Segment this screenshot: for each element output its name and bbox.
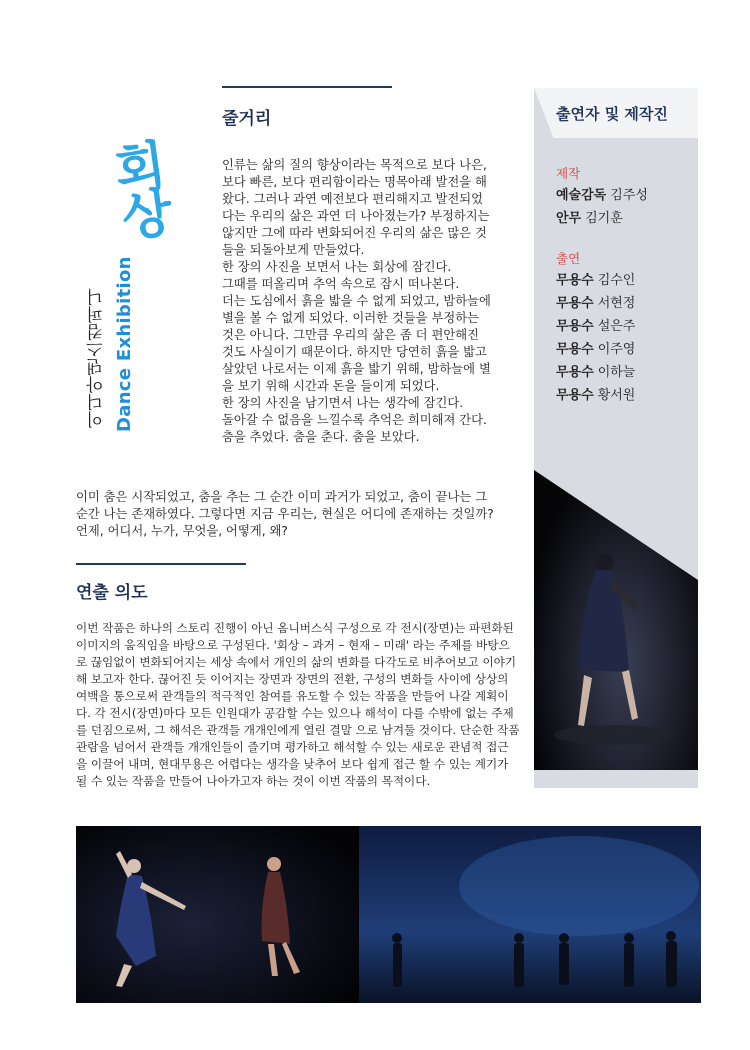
credit-row xyxy=(556,361,635,380)
credit-name: 김수인 xyxy=(597,273,636,288)
synopsis-line: 이미 춤은 시작되었고, 춤을 추는 그 순간 이미 과거가 되었고, 춤이 끝나는 그 xyxy=(76,490,488,504)
credit-role: 무용수 xyxy=(556,296,594,311)
credit-row xyxy=(556,269,635,288)
direction-line: 이번 작품은 하나의 스토리 진행이 아닌 옴니버스식 구성으로 각 전시(장면)는 파편화된 xyxy=(76,621,514,635)
synopsis-line: 들을 되돌아보게 만들었다. xyxy=(222,243,365,257)
performance-photo-dancer xyxy=(534,420,698,770)
synopsis-line: 별을 볼 수 없게 되었다. 이러한 것들을 부정하는 xyxy=(222,311,479,325)
synopsis-line: 그때를 떠올리며 추억 속으로 잠시 떠나본다. xyxy=(222,277,460,291)
credit-role: 안무 xyxy=(556,211,582,226)
credit-role: 무용수 xyxy=(556,388,594,403)
synopsis-tail-text xyxy=(76,489,512,540)
cast-label: 출연 xyxy=(556,251,581,266)
credit-name: 이주영 xyxy=(597,342,636,357)
synopsis-line: 것도 사실이기 때문이다. 하지만 당연히 흙을 밟고 xyxy=(222,345,487,359)
direction-line: 다. 각 전시(장면)마다 모든 인원대가 공감할 수는 있으나 해석이 다를 수밖에 없는 주제 xyxy=(76,706,514,720)
credit-role: 무용수 xyxy=(556,319,594,334)
synopsis-heading: 줄거리 xyxy=(222,109,272,129)
direction-text xyxy=(76,620,520,790)
credit-row xyxy=(556,315,635,334)
direction-heading: 연출 의도 xyxy=(76,583,148,603)
performance-photo-ensemble xyxy=(359,826,701,1003)
direction-line: 로 끊임없이 변화되어지는 세상 속에서 개인의 삶의 변화를 다각도로 비추어보고 이야기 xyxy=(76,655,517,669)
direction-line: 여백을 통으로써 관객들의 적극적인 참여를 유도할 수 있는 작품을 만들어 나갈 계획이 xyxy=(76,689,509,703)
synopsis-line: 한 장의 사진을 보면서 나는 회상에 잠긴다. xyxy=(222,260,452,274)
exhibition-label: Dance Exhibition xyxy=(114,256,135,432)
synopsis-line: 한 장의 사진을 남기면서 나는 생각에 잠긴다. xyxy=(222,396,464,410)
synopsis-line: 순간 나는 존재하였다. 그렇다면 지금 우리는, 현실은 어디에 존재하는 것일까? xyxy=(76,507,494,521)
credit-name: 김기훈 xyxy=(585,211,623,226)
company-name: 이디아댄스컴퍼니 xyxy=(87,288,107,428)
synopsis-line: 왔다. 그러나 과연 예전보다 편리해지고 발전되었 xyxy=(222,192,484,206)
direction-line: 될 수 있는 작품을 만들어 나아가고자 하는 것이 이번 작품의 목적이다. xyxy=(76,774,431,788)
synopsis-line: 보다 빠른, 보다 편리함이라는 명목아래 발전을 해 xyxy=(222,175,487,189)
synopsis-line: 않지만 그에 따라 변화되어진 우리의 삶은 많은 것 xyxy=(222,226,487,240)
synopsis-line: 언제, 어디서, 누가, 무엇을, 어떻게, 왜? xyxy=(76,524,288,538)
direction-line: 를 던짐으로써, 그 해석은 관객들 개개인에게 열린 결말 으로 남겨둘 것이다. 단순한 작품 xyxy=(76,723,520,737)
calligraphy-title: 회상 xyxy=(101,136,175,240)
synopsis-line: 돌아갈 수 없음을 느낄수록 추억은 희미해져 간다. xyxy=(222,413,487,427)
credit-name: 김주성 xyxy=(610,188,648,203)
credit-role: 무용수 xyxy=(556,365,594,380)
credit-name: 이하늘 xyxy=(597,365,636,380)
credit-row xyxy=(556,338,635,357)
credit-row xyxy=(556,184,648,203)
credit-name: 설은주 xyxy=(597,319,636,334)
production-label: 제작 xyxy=(556,166,581,181)
performance-photo-duet xyxy=(76,826,359,1003)
direction-line: 을 이끌어 내며, 현대무용은 어렵다는 생각을 낮추어 보다 쉽게 접근 할 수 있는 계기가 xyxy=(76,757,509,771)
credit-role: 무용수 xyxy=(556,342,594,357)
synopsis-text xyxy=(222,157,507,446)
credit-role: 무용수 xyxy=(556,273,594,288)
synopsis-line: 살았던 나로서는 이제 흙을 밟기 위해, 밤하늘에 별 xyxy=(222,362,491,376)
synopsis-line: 춤을 추었다. 춤을 춘다. 춤을 보았다. xyxy=(222,430,420,444)
credit-name: 황서원 xyxy=(597,388,636,403)
synopsis-line: 인류는 삶의 질의 향상이라는 목적으로 보다 나은, xyxy=(222,158,487,172)
direction-line: 해 보고자 한다. 끊어진 듯 이어지는 장면과 장면의 전환, 구성의 변화들 사이에 상상의 xyxy=(76,672,509,686)
synopsis-line: 을 보기 위해 시간과 돈을 들이게 되었다. xyxy=(222,379,440,393)
direction-line: 관람을 넘어서 관객들 개개인들이 즐기며 평가하고 해석할 수 있는 새로운 관념적 접근 xyxy=(76,740,509,754)
synopsis-rule xyxy=(222,86,392,88)
credits-title: 출연자 및 제작진 xyxy=(556,105,668,123)
credit-row xyxy=(556,207,623,226)
credit-role: 예술감독 xyxy=(556,188,607,203)
credit-row xyxy=(556,384,635,403)
synopsis-line: 더는 도심에서 흙을 밟을 수 없게 되었고, 밤하늘에 xyxy=(222,294,491,308)
credit-row xyxy=(556,292,635,311)
synopsis-line: 것은 아니다. 그만큼 우리의 삶은 좀 더 편안해진 xyxy=(222,328,479,342)
synopsis-line: 다는 우리의 삶은 과연 더 나아졌는가? 부정하지는 xyxy=(222,209,490,223)
direction-rule xyxy=(76,563,246,565)
credit-name: 서현정 xyxy=(597,296,636,311)
direction-line: 이미지의 움직임을 바탕으로 구성된다. '회상 – 과거 – 현재 – 미래' 라는 주제를 바탕으 xyxy=(76,638,510,652)
